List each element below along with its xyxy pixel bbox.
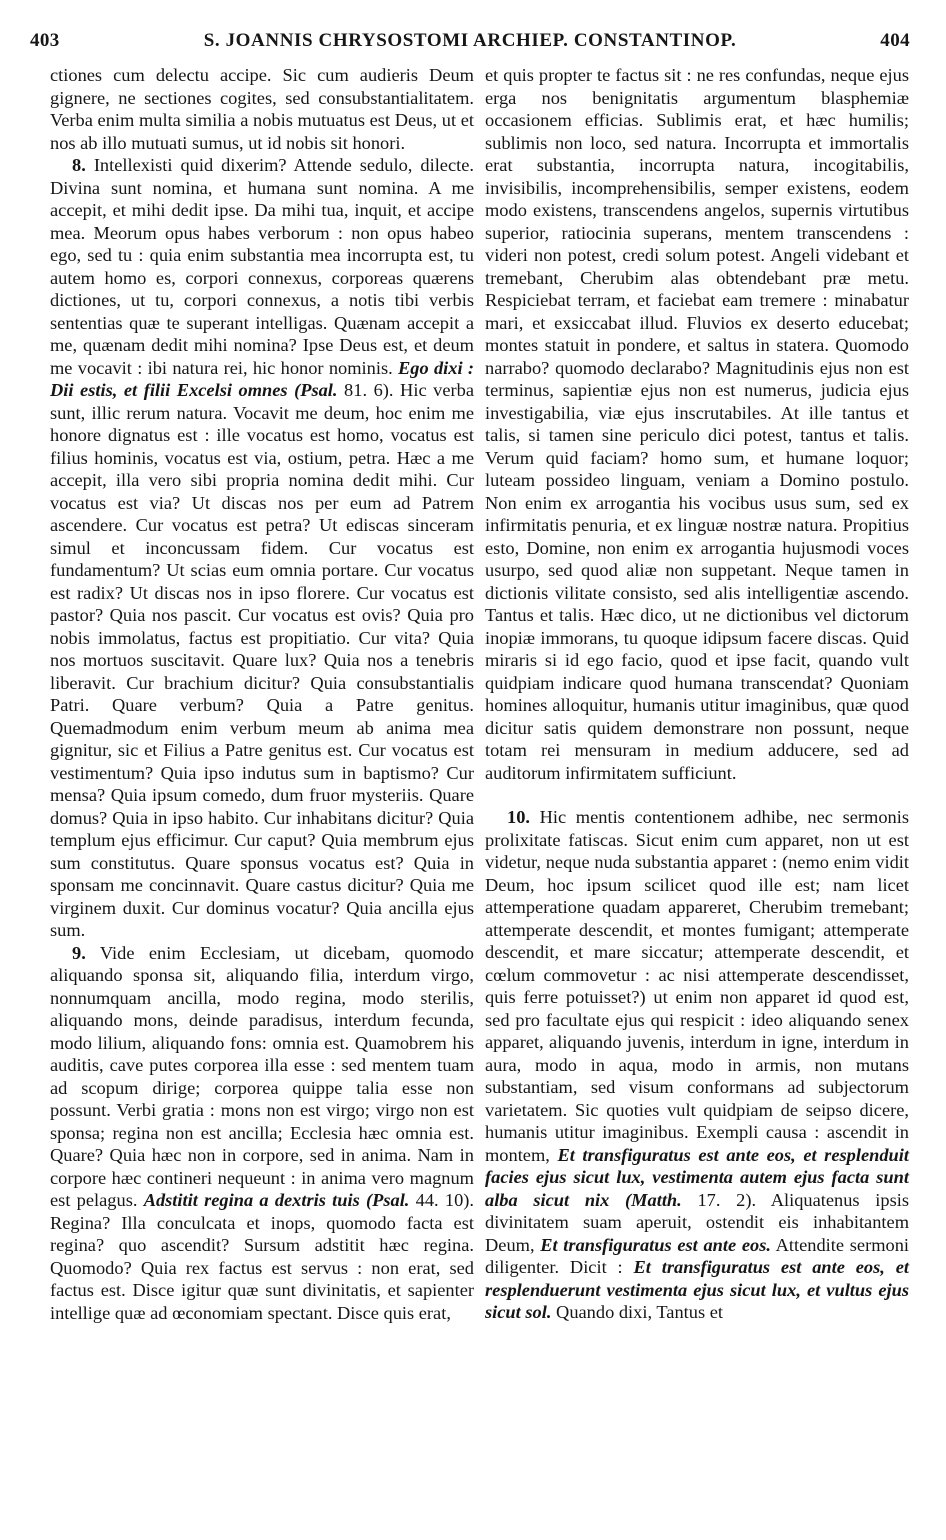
paragraph-continuation (485, 64, 909, 784)
scripture-citation: Et transfiguratus est ante eos, et resplenduit facies ejus sicut lux, vestimenta autem ejus facta sunt alba sicut nix (Matth. (485, 1144, 909, 1210)
paragraph-number: 10. (507, 807, 530, 827)
paragraph-number: 9. (72, 942, 86, 963)
left-column (50, 64, 474, 1324)
scripture-citation: Et transfiguratus est ante eos, et resplenduerunt vestimenta ejus sicut lux, et vultus ejus sicut sol. (485, 1257, 909, 1322)
scripture-citation: Ego dixi : Dii estis, et filii Excelsi omnes (Psal. (50, 357, 474, 400)
scripture-citation: Et transfiguratus est ante eos. (540, 1234, 771, 1255)
paragraph-text: Intellexisti quid dixerim? Attende sedulo, dilecte. Divina sunt nomina, et humana sunt nomina. A me accepit, et mihi dedit ipse. Da mihi tua, inquit, et accipe mea. Meorum opus habes verborum : non opus habeo ego, sed tu : quia enim substantia mea incorrupta est, tu autem homo es, corpori connexus, corporeas quærens dictiones, ut tu, corpori connexus, a notis tibi verbis sententias quæ te superant intelligas. Quænam accepit a me, quænam dedit mihi nomina? Ipse Deus est, et deum me vocavit : ibi natura rei, hic honor nominis. (50, 155, 474, 378)
paragraph-text: Quando dixi, Tantus et (551, 1302, 723, 1322)
paragraph-text: 81. 6). Hic verba sunt, illic rerum natura. Vocavit me deum, hoc enim me honore dignatus est : ille vocatus est homo, vocatus est filius hominis, vocatus est via, ostium, petra. Hæc a me accepit, illa vero sibi propria nomina dedit mihi. Cur vocatus est via? Ut discas nos per eum ad Patrem ascendere. Cur vocatus est petra? Ut ediscas sinceram simul et inconcussam fidem. Cur vocatus est fundamentum? Ut scias eum omnia portare. Cur vocatus est radix? Ut discas nos in ipso florere. Cur vocatus est pastor? Quia nos pascit. Cur vocatus est ovis? Quia pro nobis immolatus, factus est propitiatio. Cur vita? Quia nos mortuos suscitavit. Quare lux? Quia nos a tenebris liberavit. Cur brachium dicitur? Quia consubstantialis Patri. Quare verbum? Quia a Patre genitus. Quemadmodum enim verbum meum ab anima mea gignitur, sic et Filius a Patre genitus est. Cur vocatus est vestimentum? Quia ipso indutus sum in baptismo? Cur mensa? Quia ipsum comedo, dum fruor mysteriis. Quare domus? Quia in ipso habito. Cur inhabitans dicitur? Quia templum ejus efficimur. Cur caput? Quia membrum ejus sum constitutus. Quare sponsus vocatus est? Quia in sponsam me concinnavit. Quare castus dicitur? Quia me virginem duxit. Cur dominus vocatur? Quia ancilla ejus sum. (50, 380, 474, 940)
right-column (485, 64, 909, 1324)
running-header (30, 30, 910, 60)
paragraph-9 (50, 942, 474, 1325)
paragraph-continuation (50, 64, 474, 154)
scripture-citation: Adstitit regina a dextris tuis (Psal. (143, 1190, 410, 1210)
paragraph-8 (50, 154, 474, 942)
paragraph-number: 8. (72, 155, 86, 175)
paragraph-10 (485, 806, 909, 1324)
paragraph-text: ctiones cum delectu accipe. Sic cum audieris Deum gignere, ne sectiones cogites, sed consubstantialitatem. Verba enim multa similia a nobis mutuatus est Deus, ut et nos ab illo mutuati sumus, ut id nobis sit honori. (50, 65, 474, 153)
paragraph-text: 44. 10). Regina? Illa conculcata et inops, quomodo facta est regina? quo ascendit? Sursum adstitit hæc regina. Quomodo? Quia rex factus est servus : non erat, sed factus est. Disce igitur quæ sunt divinitatis, et sapienter intellige quæ ad œconomiam spectant. Disce quis erat, (50, 1190, 474, 1323)
paragraph-text: et quis propter te factus sit : ne res confundas, neque ejus erga nos benignitatis argumentum blasphemiæ occasionem efficias. Sublimis erat, et hæc humilis; sublimis non loco, sed natura. Incorrupta et immortalis erat substantia, incorrupta natura, incogitabilis, invisibilis, incomprehensibilis, semper existens, eodem modo existens, transcendens angelos, supernis virtutibus superior, ratiocinia superans, mentem transcendens : videri non potest, credi solum potest. Angeli videbant et tremebant, Cherubim alas obtendebant præ metu. Respiciebat terram, et faciebat eam tremere : minabatur mari, et exsiccabat illud. Fluvios ex deserto educebat; montes statuit in pondere, et saltus in statera. Quomodo narrabo? quomodo declarabo? Magnitudinis ejus non est terminus, sapientiæ ejus non est numerus, judicia ejus investigabilia, viæ ejus inscrutabiles. At ille tantus et talis, si tamen sine periculo dici potest, tantus et talis. Verum quid faciam? homo sum, et humane loquor; luteam possideo linguam, veniam a Domino postulo. Non enim ex arrogantia his vocibus usus sum, sed ex infirmitatis penuria, et ex linguæ nostræ natura. Propitius esto, Domine, non enim ex arrogantia hujusmodi voces usurpo, sed quod aliæ non suppetant. Neque tamen in dictionis vilitate consisto, sed alis intelligentiæ ascendo. Tantus et talis. Hæc dico, ut ne dictionibus vel dictorum inopiæ immorans, tu quoque idipsum facere discas. Quid miraris si id ego facio, quod et ipse facit, quando vult quidpiam indicare quod humana transcendat? Quoniam homines alloquitur, humanis utitur imaginibus, quæ quod dicitur satis quidem demonstrare non possunt, neque totam rei mensuram in medium adducere, sed ad auditorum infirmitatem sufficiunt. (485, 65, 909, 783)
paragraph-text: Hic mentis contentionem adhibe, nec sermonis prolixitate fatiscas. Sicut enim cum apparet, non ut est videtur, neque nuda substantia apparet : (nemo enim vidit Deum, hoc ipsum scilicet quod ille est; nam licet attemperatione quadam appareret, Cherubim tremebant; attemperate descendit, et montes fumigant; attemperate descendit, et mare siccatur; attemperate descendit, et cœlum commovetur : ac nisi attemperate descendisset, quis ferre potuisset?) ut enim non apparet id quod est, sed pro facultate ejus qui respicit : ideo aliquando senex apparet, aliquando juvenis, interdum in igne, interdum in aura, modo in aqua, modo in armis, non mutans substantiam, sed visum conformans ad subjectorum varietatem. Sic quoties vult quidpiam de seipso dicere, humanis utitur imaginibus. Exempli causa : ascendit in montem, (485, 807, 909, 1165)
page-number-right: 404 (880, 30, 910, 51)
paragraph-text: Vide enim Ecclesiam, ut dicebam, quomodo aliquando sponsa sit, aliquando filia, interdum virgo, nonnumquam ancilla, modo regina, modo sterilis, aliquando mons, deinde paradisus, interdum fecunda, modo lilium, aliquando fons: omnia est. Quamobrem his auditis, cave putes corporea illa esse : sed mentem tuam ad scopum dirige; corporea quippe talia esse non possunt. Verbi gratia : mons non est virgo; virgo non est sponsa; regina non est ancilla; Ecclesia hæc omnia est. Quare? Quia hæc non in corpore, sed in anima. Nam in corpore hæc contineri nequeunt : in anima vero magnum est pelagus. (50, 942, 474, 1210)
page-number-left: 403 (30, 30, 60, 51)
paragraph-text: Attendite sermoni diligenter. Dicit : (485, 1234, 909, 1277)
running-title: S. JOANNIS CHRYSOSTOMI ARCHIEP. CONSTANTINOP. (203, 30, 737, 51)
paragraph-text: 17. 2). Aliquatenus ipsis divinitatem suam aperuit, ostendit eis inhabitantem Deum, (485, 1189, 909, 1255)
